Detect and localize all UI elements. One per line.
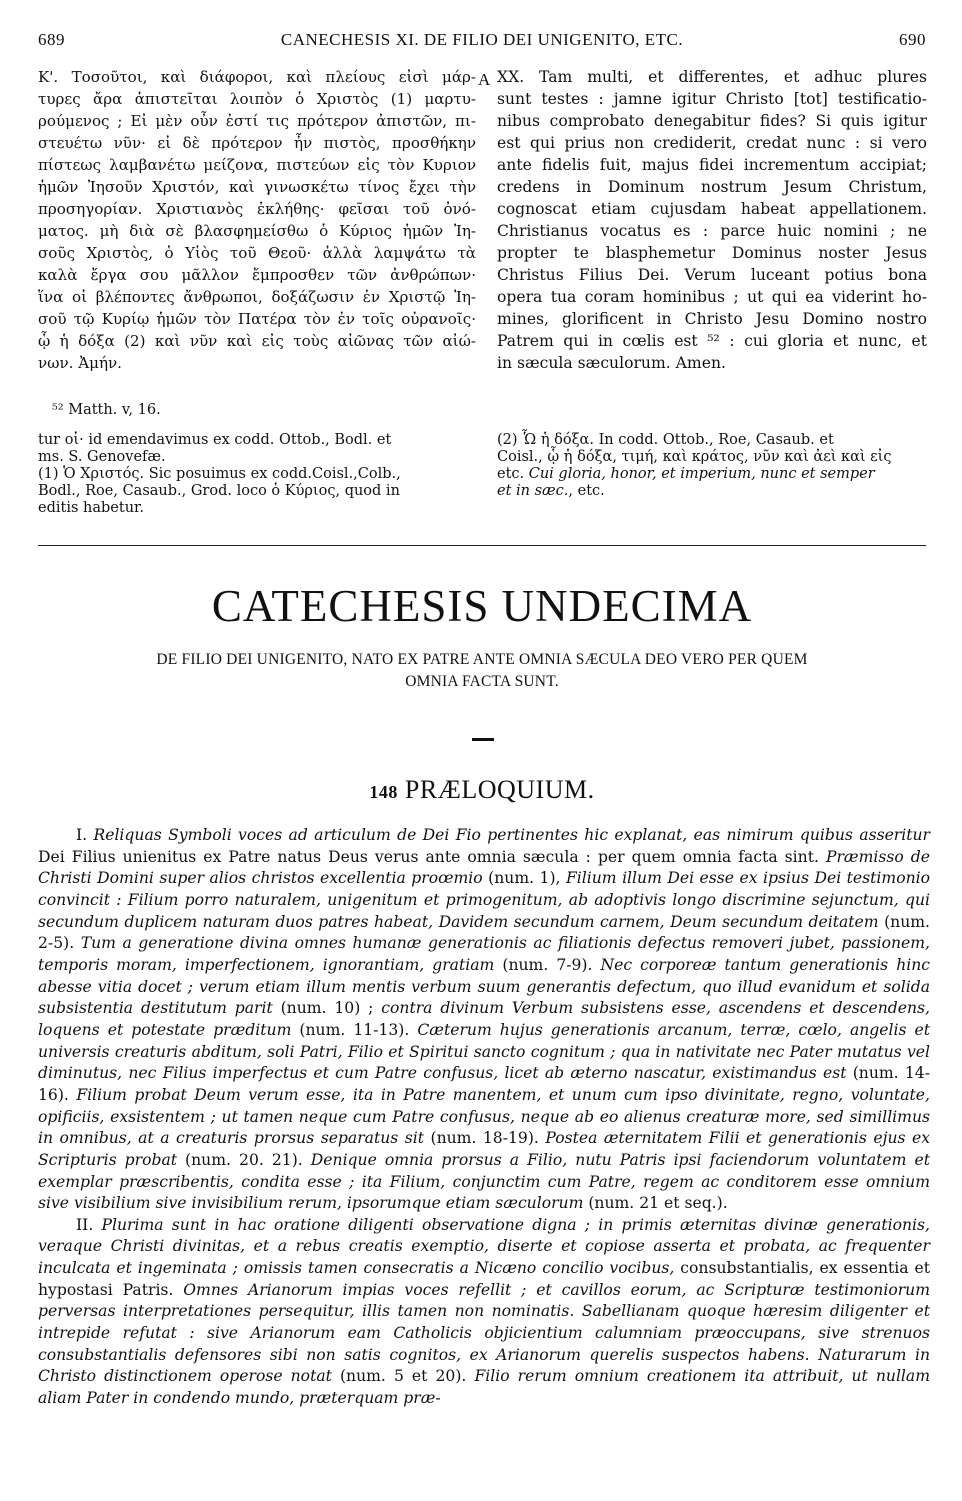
text-line: ἵνα οἱ βλέποντες ἄνθρωποι, δοξάζωσιν ἐν Χριστῷ Ἰη- [38,288,476,306]
text-line: XX. Tam multi, et differentes, et adhuc plures [497,68,927,86]
italic-run: Præmisso de Christi Domini super alios christos excellentia proœmio [38,847,930,888]
text-line: προσηγορίαν. Χριστιανὸς ἐκλήθης· φεῖσαι τοῦ ὀνό- [38,200,476,218]
text-run: (num. 5 et 20). [331,1367,475,1386]
text-run: (num. 20. 21). [177,1150,311,1169]
text-run: (num. 10) ; [272,999,382,1018]
text-run: (num. 2-5). [38,912,930,953]
text-line: Christus Filius Dei. Verum luceant potius bona [497,266,927,284]
margin-letter: A [478,70,491,89]
note-line: Bodl., Roe, Casaub., Grod. loco ὁ Κύριος, quod in [38,483,400,499]
text-line: opera tua coram hominibus ; ut qui ea viderint ho- [497,288,927,306]
text-line: νων. Ἀμήν. [38,354,122,372]
text-line: in sæcula sæculorum. Amen. [497,354,726,372]
text-run: (num. 18-19). [424,1129,546,1148]
text-run: (num. 1), [482,869,566,888]
note-line [497,483,927,500]
note-line: (2) Ὧ ἡ δόξα. In codd. Ottob., Roe, Casaub. et [497,432,834,448]
text-line: σοῦς Χριστὸς, ὁ Υἱὸς τοῦ Θεοῦ· ἀλλὰ λαμψάτω τὰ [38,244,476,262]
italic-run: Filio rerum omnium creationem ita attribuit, ut nullam aliam Pater in condendo mundo, præterquam præ- [38,1367,930,1408]
note-text: , etc. [568,483,605,499]
paragraph-1 [38,825,930,1215]
text-line: K'. Τοσοῦτοι, καὶ διάφοροι, καὶ πλείους εἰσὶ μάρ- [38,68,476,86]
subtitle-line: OMNIA FACTA SUNT. [405,673,559,690]
text-line: Patrem qui in cœlis est ⁵² : cui gloria et nunc, et [497,332,927,350]
notes-right [497,432,927,500]
section-title: PRÆLOQUIUM. [404,775,595,804]
catechesis-subtitle [38,649,926,693]
text-run: (num. 14-16). [38,1064,930,1104]
text-run: (num. 7-9). [494,955,601,974]
section-number: 148 [369,782,398,802]
scripture-footnote: ⁵² Matth. v, 16. [52,402,161,418]
note-italic: Cui gloria, honor, et imperium, nunc et semper [528,466,875,482]
text-line: ante fidelis fuit, majus fidei incrementum accipiat; [497,156,927,174]
text-line: propter te blasphemetur Dominus noster Jesus [497,244,927,262]
note-line: (1) Ὁ Χριστός. Sic posuimus ex codd.Coisl.,Colb., [38,466,401,482]
italic-run: Reliquas Symboli voces ad articulum de Dei Fio pertinentes hic explanat, eas nimirum quibus asseritur [93,826,931,844]
italic-run: Plurima sunt in hac oratione diligenti observatione digna ; in primis æternitas divinæ generationis, veraque Christi divinitas, et a rebus creatis exemptio, diserte et copiose asserta et probata, ac frequenter inculcata et ingeminata ; omissis tamen consecratis a Nicæno concilio vocibus, [38,1215,930,1278]
paragraph-2 [38,1215,930,1410]
ornamental-dash [472,738,494,741]
italic-run: Omnes Arianorum impias voces refellit ; et cavillos eorum, ac Scripturæ testimoniorum perversas interpretationes persequitur, illis tamen non nominatis. Sabellianam quoque hæresim diligenter et intrepide refutat : sive Arianorum eam Catholicis objicientium calumniam præoccupans, sive strenuos consubstantialis defensores sibi non satis cognitos, ex Arianorum querelis suspectos habens. Naturarum in Christo distinctionem operose notat [38,1280,931,1386]
text-line: cognoscat etiam cujusdam habeat appellationem. [497,200,927,218]
text-line: ρούμενος ; Εἰ μὲν οὖν ἐστί τις πρότερον ἀπιστῶν, πι- [38,112,476,130]
note-line [497,466,927,483]
italic-run: Filium probat Deum verum esse, ita in Patre manentem, et unum cum ipso divinitate, regno, voluntate, opificiis, exsistentem ; ut tamen neque cum Patre confusus, neque ab eo alienus creaturæ more, sed simillimus in omnibus, at a creaturis prorsus separatus sit [38,1085,930,1148]
greek-column [38,66,476,374]
text-run: consubstantialis, ex essentia et hypostasi Patris. [38,1259,930,1299]
note-text: etc. [497,466,529,482]
text-line: nibus comprobato denegabitur fides? Si quis igitur [497,112,927,130]
notes-left [38,432,468,517]
page-number-right: 690 [899,30,926,49]
note-line: ms. S. Genovefæ. [38,449,166,465]
section-divider [38,545,926,546]
running-head [38,30,926,60]
italic-run: Nec corporeæ tantum generationis hinc abesse vitia docet ; verum etiam illum mentis verbum suum generantis defectum, quo illud evanidum et solida subsistentia destitutum parit [38,955,931,1018]
page-number-left: 689 [38,30,65,49]
text-line: est qui prius non crediderit, credat nunc : si vero [497,134,927,152]
text-line: ματος. μὴ διὰ σὲ βλασφημείσθω ὁ Κύριος ἡμῶν Ἰη- [38,222,476,240]
italic-run: contra divinum Verbum subsistens esse, ascendens et descendens, loquens et potestate præditum [38,999,930,1039]
preloquium-heading [38,775,926,805]
italic-run: Postea æternitatem Filii et generationis ejus ex Scripturis probat [38,1129,930,1169]
text-line: Christianus vocatus es : parce huic nomini ; ne [497,222,927,240]
text-run: (num. 21 et seq.). [583,1194,728,1213]
text-run: I. [76,826,94,844]
subtitle-line: DE FILIO DEI UNIGENITO, NATO EX PATRE ANTE OMNIA SÆCULA DEO VERO PER QUEM [156,651,808,668]
italic-run: Denique omnia prorsus a Filio, nutu Patris ipsi faciendorum voluntatem et exemplar præscribentis, condita esse ; ita Filium, conjunctim cum Patre, regem ac conditorem esse omnium sive visibilium sive invisibilium rerum, ipsorumque etiam sæculorum [38,1150,930,1213]
text-line: mines, glorificent in Christo Jesu Domino nostro [497,310,927,328]
note-line: Coisl., ᾧ ἡ δόξα, τιμή, καὶ κράτος, νῦν καὶ ἀεὶ καὶ εἰς [497,449,892,465]
italic-run: Cæterum hujus generationis arcanum, terræ, cœlo, angelis et universis creaturis abditum, soli Patri, Filio et Spiritui sancto cognitum ; qua in nativitate nec Pater mutatus vel diminutus, nec Filius imperfectus et cum Patre confusus, licet ab æterno nascatur, existimandus est [38,1020,930,1083]
text-line: καλὰ ἔργα σου μᾶλλον ἔμπροσθεν τῶν ἀνθρώπων· [38,266,476,284]
note-line: tur οἱ· id emendavimus ex codd. Ottob., Bodl. et [38,432,392,448]
text-run: Dei Filius unienitus ex Patre natus Deus verus ante omnia sæcula : per quem omnia facta sint. [38,847,826,866]
note-line: editis habetur. [38,500,144,516]
text-line: στευέτω νῦν· εἰ δὲ πρότερον ἦν πιστὸς, προσθήκην [38,134,476,152]
text-run: (num. 11-13). [291,1020,418,1039]
text-line: ἡμῶν Ἰησοῦν Χριστόν, καὶ γινωσκέτω τίνος ἔχει τὴν [38,178,476,196]
italic-run: Filium illum Dei esse ex ipsius Dei testimonio convincit : Filium porro naturalem, unigenitum et primogenitum, ab adoptivis longo discrimine sejunctum, qui secundum duplicem naturam duos patres habeat, Davidem secundum carnem, Deum secundum deitatem [38,869,930,931]
text-line: πίστεως λαμβανέτω μείζονα, πιστεύων εἰς τὸν Κυριον [38,156,476,174]
text-line: ᾧ ἡ δόξα (2) καὶ νῦν καὶ εἰς τοὺς αἰῶνας τῶν αἰώ- [38,332,476,350]
text-line: credens in Dominum nostrum Jesum Christum, [497,178,927,196]
text-run: II. [76,1215,102,1234]
text-line: τυρες ἄρα ἀπιστεῖται λοιπὸν ὁ Χριστὸς (1) μαρτυ- [38,90,476,108]
italic-run: Tum a generatione divina omnes humanæ generationis ac filiationis defectus removeri jubet, passionem, temporis moram, imperfectionem, ignorantiam, gratiam [38,934,930,974]
preloquium-body [38,825,930,1410]
catechesis-title: CATECHESIS UNDECIMA [211,581,753,631]
note-italic: et in sæc. [497,483,569,499]
latin-column [497,66,927,374]
text-line: sunt testes : jamne igitur Christo [tot] testificatio- [497,90,927,108]
text-line: σοῦ τῷ Κυρίῳ ἡμῶν τὸν Πατέρα τὸν ἐν τοῖς οὐρανοῖς· [38,310,476,328]
running-title: CANECHESIS XI. DE FILIO DEI UNIGENITO, ETC. [280,30,684,49]
